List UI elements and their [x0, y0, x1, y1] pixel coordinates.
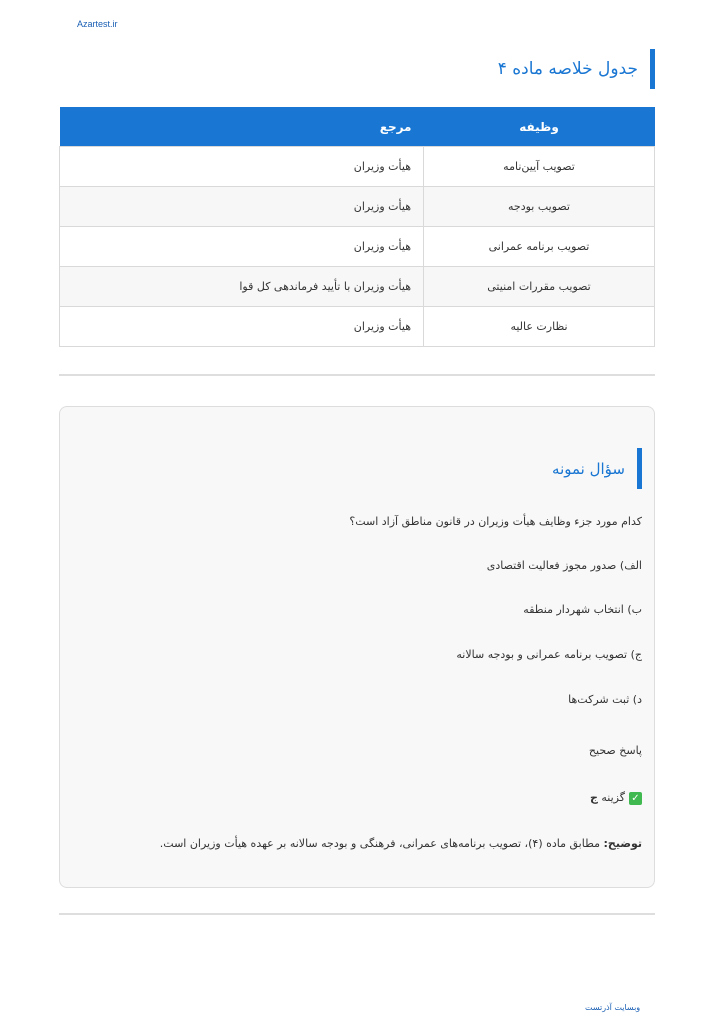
table-row	[60, 227, 655, 267]
explanation-text: مطابق ماده (۴)، تصویب برنامه‌های عمرانی، فرهنگی و بودجه سالانه بر عهده هیأت وزیران است.	[159, 837, 601, 850]
cell-task: نظارت عالیه	[424, 307, 655, 347]
table-header-row	[60, 107, 655, 147]
option-d: د) ثبت شرکت‌ها	[568, 693, 642, 706]
summary-title: جدول خلاصه ماده ۴	[498, 49, 655, 89]
cell-reference: هیأت وزیران با تأیید فرماندهی کل قوا	[60, 267, 424, 307]
table-row	[60, 147, 655, 187]
cell-reference: هیأت وزیران	[60, 307, 424, 347]
table-row	[60, 187, 655, 227]
cell-task: تصویب برنامه عمرانی	[424, 227, 655, 267]
cell-reference: هیأت وزیران	[60, 147, 424, 187]
cell-reference: هیأت وزیران	[60, 187, 424, 227]
cell-task: تصویب آیین‌نامه	[424, 147, 655, 187]
footer-link[interactable]: وبسایت آذرتست	[585, 1003, 641, 1012]
table-row	[60, 307, 655, 347]
question-title: سؤال نمونه	[552, 448, 642, 489]
answer-letter: ج	[589, 791, 598, 804]
header-task: وظیفه	[424, 107, 655, 147]
divider	[59, 374, 655, 376]
table-row	[60, 267, 655, 307]
question-text: کدام مورد جزء وظایف هیأت وزیران در قانون مناطق آزاد است؟	[349, 515, 642, 528]
explanation	[160, 837, 642, 850]
cell-task: تصویب مقررات امنیتی	[424, 267, 655, 307]
question-card	[59, 406, 655, 888]
site-link[interactable]: Azartest.ir	[77, 19, 118, 29]
cell-reference: هیأت وزیران	[60, 227, 424, 267]
option-b: ب) انتخاب شهردار منطقه	[523, 603, 642, 616]
answer-heading: پاسخ صحیح	[588, 744, 642, 757]
check-icon: ✓	[629, 792, 642, 805]
summary-table	[59, 107, 655, 347]
cell-task: تصویب بودجه	[424, 187, 655, 227]
divider	[59, 913, 655, 915]
answer-prefix: گزینه	[601, 791, 625, 804]
header-reference: مرجع	[60, 107, 424, 147]
option-a: الف) صدور مجوز فعالیت اقتصادی	[486, 559, 642, 572]
explanation-label: توضیح:	[603, 837, 642, 850]
option-c: ج) تصویب برنامه عمرانی و بودجه سالانه	[456, 648, 642, 661]
answer-line	[590, 791, 642, 805]
